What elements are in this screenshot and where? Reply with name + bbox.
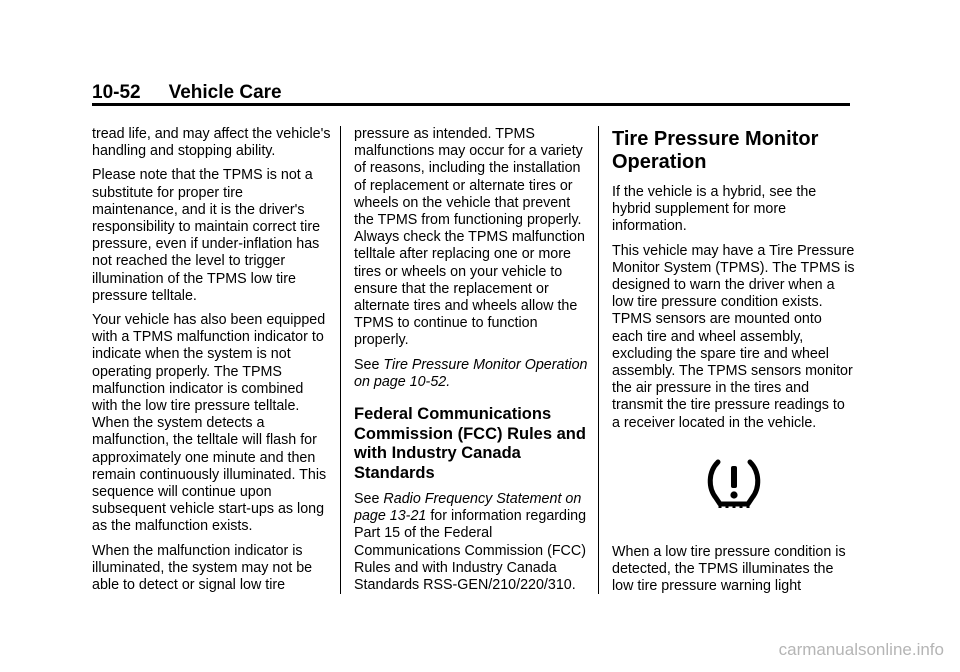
paragraph: If the vehicle is a hybrid, see the hybrid supplement for more information. [612, 184, 817, 235]
column-divider [340, 126, 341, 594]
paragraph: This vehicle may have a Tire Pressure Monitor System (TPMS). The TPMS is designed to warn the driver when a low tire pressure condition exists. TPMS sensors are mounted onto each tire and wheel assembly, excluding the spare tire and wheel assembly. The TPMS sensors monitor the air pressure in the tires and transmit the tire pressure readings to a receiver located in the vehicle. [612, 242, 855, 431]
see-reference [354, 357, 594, 391]
paragraph: Please note that the TPMS is not a substitute for proper tire maintenance, and it is the driver's responsibility to maintain correct tire pressure, even if under-inflation has not reached the level to trigger illumination of the TPMS low tire pressure telltale. [92, 167, 321, 304]
watermark: carmanualsonline.info [778, 640, 944, 659]
see-prefix: See [354, 356, 384, 373]
page-number: 10-52 [92, 82, 141, 103]
paragraph: Your vehicle has also been equipped with a TPMS malfunction indicator to indicate when the system is not operating properly. The TPMS malfunction indicator is combined with the low tire pressure telltale. When the system detects a malfunction, the telltale will flash for approximately one minute and then remain continuously illuminated. This sequence will continue upon subsequent vehicle start-ups as long as the malfunction exists. [92, 312, 327, 535]
paragraph: tread life, and may affect the vehicle's handling and stopping ability. [92, 126, 331, 160]
column-1 [92, 126, 332, 601]
see-prefix: See [354, 491, 384, 508]
cross-reference-link[interactable]: Tire Pressure Monitor Operation on page 10-52. [354, 356, 588, 390]
fcc-paragraph [354, 491, 594, 594]
cross-reference-link[interactable]: Radio Frequency Statement on page 13-21 [354, 491, 582, 525]
paragraph: When the malfunction indicator is illuminated, the system may not be able to detect or signal low tire [92, 542, 313, 594]
fcc-text: for information regarding Part 15 of the Federal Communications Commission (FCC) Rules and with Industry Canada Standards RSS-GEN/210/220/310. [354, 508, 587, 594]
header-rule [92, 103, 850, 106]
column-3 [612, 126, 856, 602]
section-title: Vehicle Care [168, 82, 282, 103]
column-divider [598, 126, 599, 594]
paragraph: pressure as intended. TPMS malfunctions may occur for a variety of reasons, including the installation of replacement or alternate tires or wheels on the vehicle that prevent the TPMS from functioning properly. Always check the TPMS malfunction telltale after replacing one or more tires or wheels on your vehicle to ensure that the replacement or alternate tires and wheels allow the TPMS to continue to function properly. [354, 126, 585, 349]
paragraph: When a low tire pressure condition is detected, the TPMS illuminates the low tire pressure warning light [612, 543, 846, 595]
tpms-heading: Tire Pressure Monitor Operation [612, 128, 819, 173]
column-2 [354, 126, 594, 601]
page-header [92, 82, 282, 104]
fcc-heading: Federal Communications Commission (FCC) Rules and with Industry Canada Standards [354, 405, 586, 482]
tpms-warning-icon [706, 458, 762, 508]
